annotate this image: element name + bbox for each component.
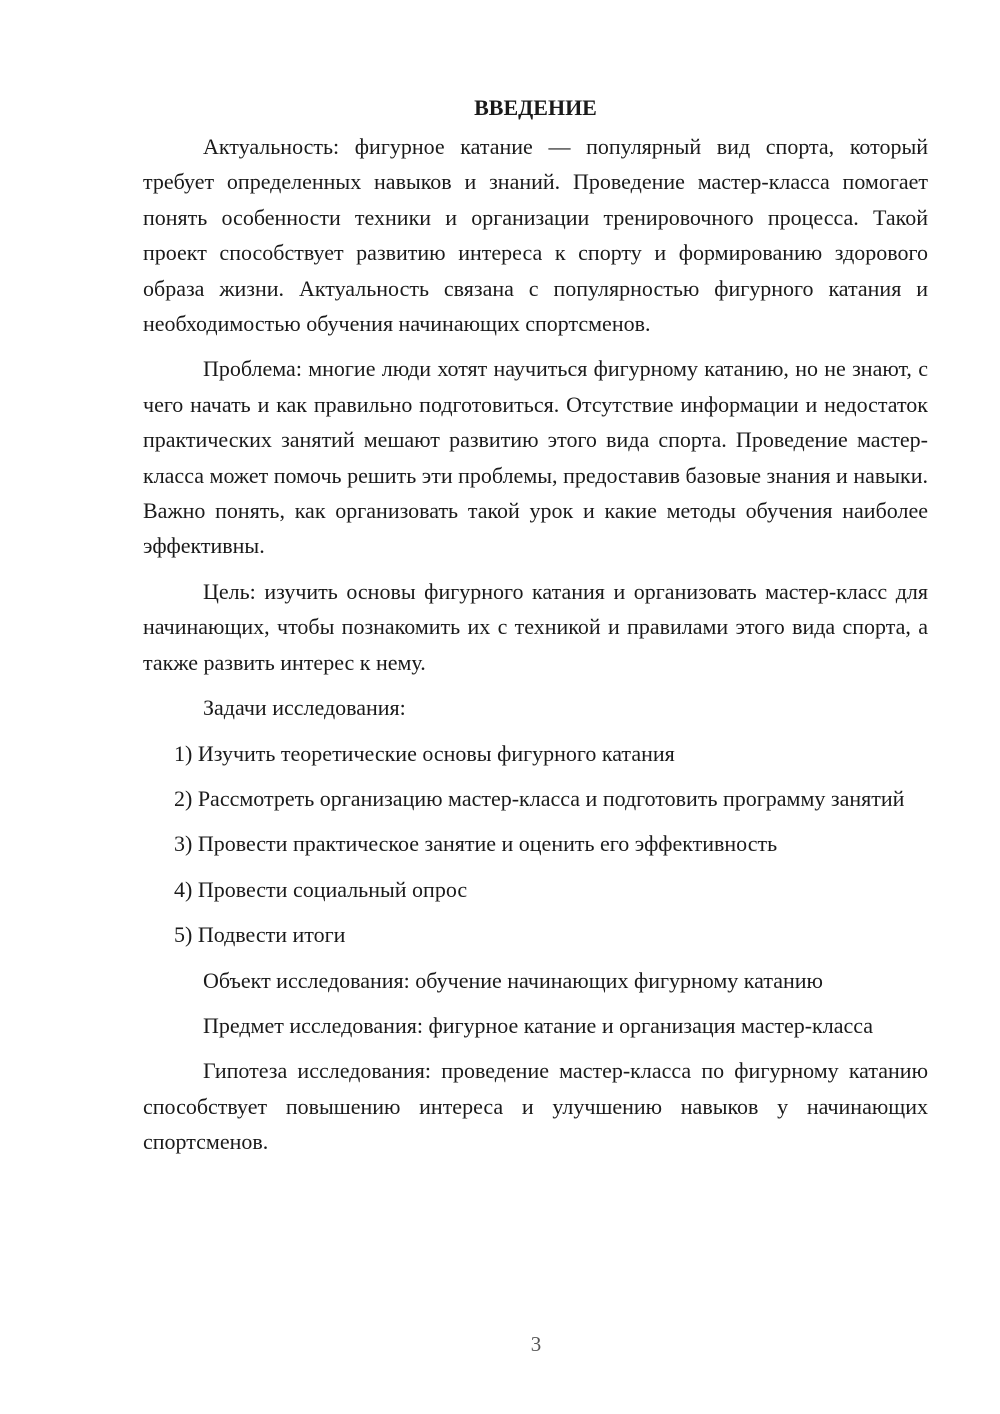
paragraph-relevance: Актуальность: фигурное катание — популярный вид спорта, который требует определенных навыков и знаний. Проведение мастер-класса помогает понять особенности техники и организации тренировочного процесса. Такой проект способствует развитию интереса к спорту и формированию здорового образа жизни. Актуальность связана с популярностью фигурного катания и необходимостью обучения начинающих спортсменов. <box>143 134 928 337</box>
list-item: 2) Рассмотреть организацию мастер-класса и подготовить программу занятий <box>174 785 905 811</box>
list-item: 5) Подвести итоги <box>174 922 346 948</box>
tasks-heading: Задачи исследования: <box>203 695 406 721</box>
list-item: 3) Провести практическое занятие и оценить его эффективность <box>174 831 778 857</box>
page-number: 3 <box>530 1332 542 1356</box>
list-item: 1) Изучить теоретические основы фигурного катания <box>174 740 675 766</box>
tasks-list <box>143 736 928 953</box>
section-title: ВВЕДЕНИЕ <box>474 95 597 120</box>
list-item: 4) Провести социальный опрос <box>174 876 468 902</box>
paragraph-hypothesis: Гипотеза исследования: проведение мастер-класса по фигурному катанию способствует повышению интереса и улучшению навыков у начинающих спортсменов. <box>143 1058 928 1155</box>
paragraph-goal: Цель: изучить основы фигурного катания и организовать мастер-класс для начинающих, чтобы познакомить их с техникой и правилами этого вида спорта, а также развить интерес к нему. <box>143 578 928 675</box>
document-page <box>143 90 928 1170</box>
paragraph-problem: Проблема: многие люди хотят научиться фигурному катанию, но не знают, с чего начать и как правильно подготовиться. Отсутствие информации и недостаток практических занятий мешают развитию этого вида спорта. Проведение мастер-класса может помочь решить эти проблемы, предоставив базовые знания и навыки. Важно понять, как организовать такой урок и какие методы обучения наиболее эффективны. <box>143 356 928 559</box>
paragraph-subject: Предмет исследования: фигурное катание и организация мастер-класса <box>203 1012 874 1038</box>
paragraph-object: Объект исследования: обучение начинающих фигурному катанию <box>203 967 823 993</box>
